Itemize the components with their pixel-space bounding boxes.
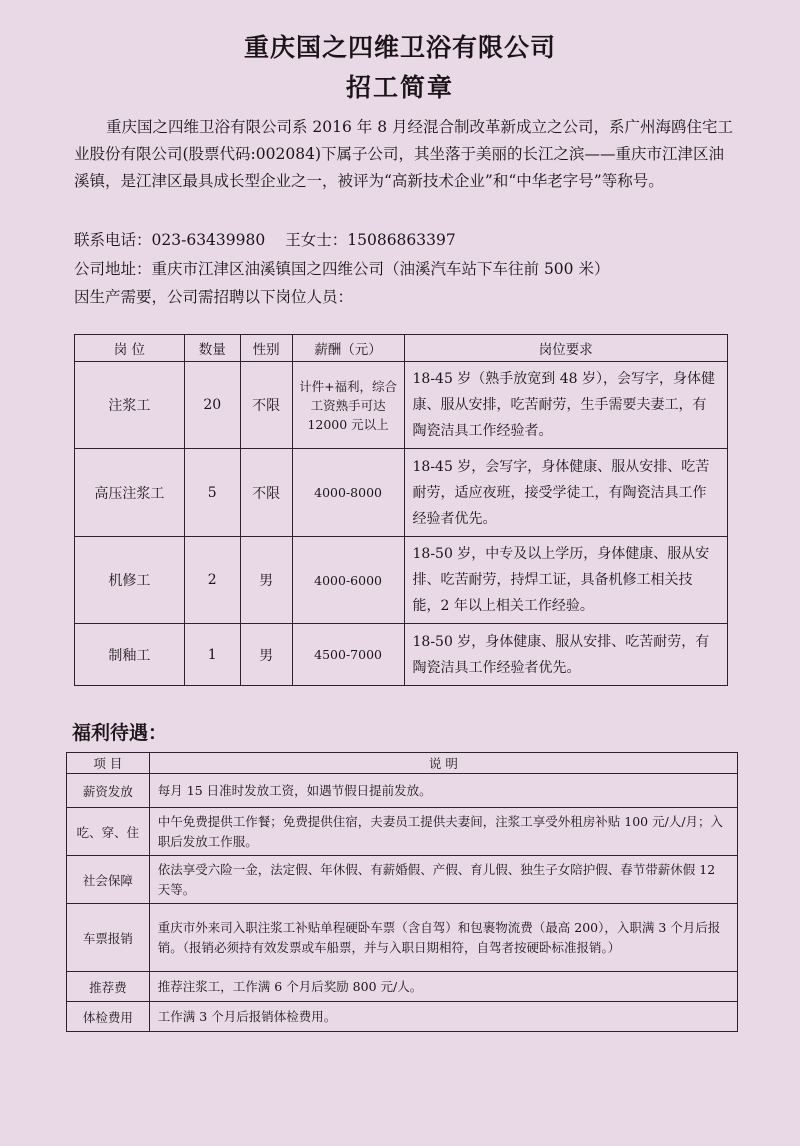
table-row [75,624,728,686]
job-post: 机修工 [75,537,185,624]
page-title: 招工简章 [345,73,454,102]
job-gender: 男 [240,537,292,624]
benefit-item: 薪资发放 [67,774,150,808]
job-salary: 4000-6000 [292,537,404,624]
table-row [67,904,738,972]
jobs-header-requirements: 岗位要求 [404,335,728,362]
benefit-item: 社会保障 [67,856,150,904]
contact-person: 王女士： [285,231,348,249]
address-line [74,256,744,282]
job-requirements: 18-45 岁，会写字，身体健康、服从安排、吃苦耐劳，适应夜班，接受学徒工，有陶瓷洁具工作经验者优先。 [404,449,728,537]
job-count: 1 [184,624,240,686]
benefit-desc: 每月 15 日准时发放工资，如遇节假日提前发放。 [149,774,737,808]
table-row [75,537,728,624]
job-post: 制釉工 [75,624,185,686]
table-row [67,856,738,904]
jobs-header-post: 岗 位 [75,335,185,362]
benefit-desc: 中午免费提供工作餐；免费提供住宿，夫妻员工提供夫妻间，注浆工享受外租房补贴 100 元/人/月；入职后发放工作服。 [149,808,737,856]
mobile-number: 15086863397 [347,231,456,249]
benefits-header-row [67,753,738,774]
hiring-need-text: 因生产需要，公司需招聘以下岗位人员： [74,288,354,306]
contact-line [74,227,744,253]
benefit-item: 吃、穿、住 [67,808,150,856]
job-count: 20 [184,362,240,449]
company-title: 重庆国之四维卫浴有限公司 [243,33,556,62]
phone-label: 联系电话： [74,231,152,249]
job-salary: 4000-8000 [292,449,404,537]
benefit-item: 推荐费 [67,972,150,1002]
jobs-header-row [75,335,728,362]
table-row [67,972,738,1002]
benefit-item: 车票报销 [67,904,150,972]
job-post: 注浆工 [75,362,185,449]
phone-number: 023-63439980 [151,231,266,249]
address-text: 重庆市江津区油溪镇国之四维公司（油溪汽车站下车往前 500 米） [151,260,610,278]
job-count: 5 [184,449,240,537]
benefits-header-desc: 说 明 [149,753,737,774]
jobs-table [74,334,728,686]
job-gender: 不限 [240,449,292,537]
job-requirements: 18-50 岁，中专及以上学历，身体健康、服从安排、吃苦耐劳，持焊工证，具备机修工相关技能，2 年以上相关工作经验。 [404,537,728,624]
benefit-desc: 依法享受六险一金，法定假、年休假、有薪婚假、产假、育儿假、独生子女陪护假、春节带薪休假 12 天等。 [149,856,737,904]
table-row [75,362,728,449]
job-salary: 4500-7000 [292,624,404,686]
benefits-table [66,752,738,1032]
table-row [67,1002,738,1032]
table-row [67,774,738,808]
job-post: 高压注浆工 [75,449,185,537]
job-requirements: 18-45 岁（熟手放宽到 48 岁），会写字，身体健康、服从安排，吃苦耐劳，生手需要夫妻工，有陶瓷洁具工作经验者。 [404,362,728,449]
job-count: 2 [184,537,240,624]
jobs-header-salary: 薪酬（元） [292,335,404,362]
job-requirements: 18-50 岁，身体健康、服从安排、吃苦耐劳，有陶瓷洁具工作经验者优先。 [404,624,728,686]
address-label: 公司地址： [74,260,152,278]
company-intro: 重庆国之四维卫浴有限公司系 2016 年 8 月经混合制改革新成立之公司，系广州海鸥住宅工业股份有限公司(股票代码:002084)下属子公司，其坐落于美丽的长江之滨——重庆市江津区油溪镇，是江津区最具成长型企业之一，被评为“高新技术企业”和“中华老字号”等称号。 [74,118,734,190]
job-salary: 计件+福利，综合工资熟手可达 12000 元以上 [292,362,404,449]
benefit-item: 体检费用 [67,1002,150,1032]
benefits-heading: 福利待遇： [72,722,168,744]
benefit-desc: 重庆市外来司入职注浆工补贴单程硬卧车票（含自驾）和包裹物流费（最高 200），入职满 3 个月后报销。（报销必须持有效发票或车船票，并与入职日期相符，自驾者按硬卧标准报销。） [149,904,737,972]
job-gender: 男 [240,624,292,686]
jobs-header-gender: 性别 [240,335,292,362]
jobs-header-count: 数量 [184,335,240,362]
benefits-header-item: 项 目 [67,753,150,774]
benefit-desc: 工作满 3 个月后报销体检费用。 [149,1002,737,1032]
table-row [67,808,738,856]
benefit-desc: 推荐注浆工，工作满 6 个月后奖励 800 元/人。 [149,972,737,1002]
job-gender: 不限 [240,362,292,449]
table-row [75,449,728,537]
